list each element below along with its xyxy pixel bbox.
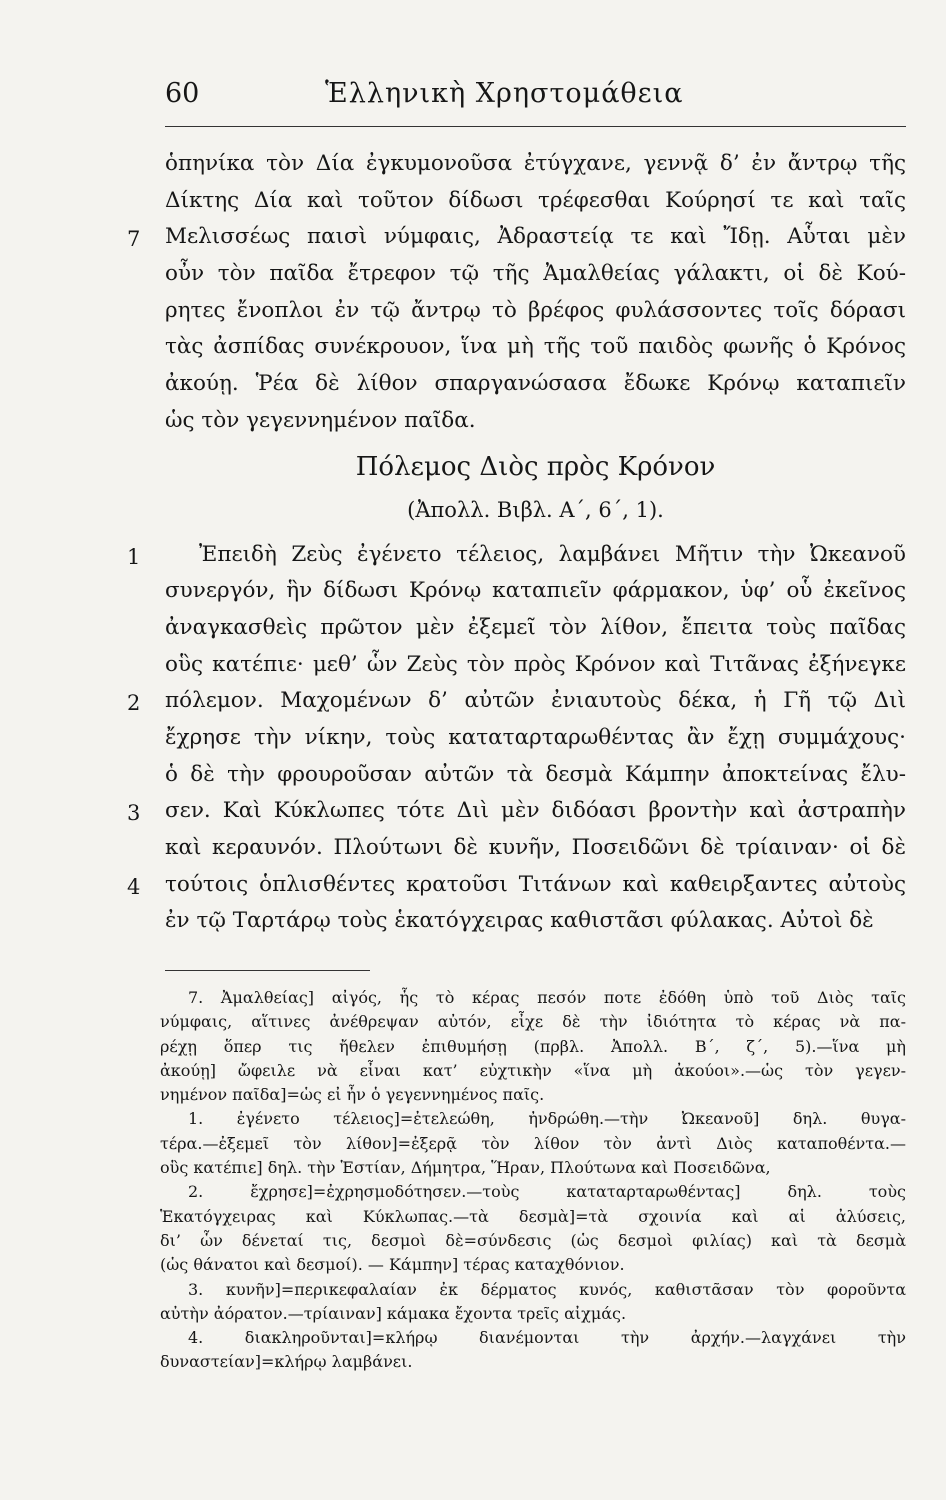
text-line [127,867,906,904]
line-text: Δίκτης Δία καὶ τοῦτον δίδωσι τρέφεσθαι Κούρησί τε καὶ ταῖς [165,187,906,213]
line-number: 2 [127,691,141,716]
section-title: Πόλεμος Διὸς πρὸς Κρόνον [355,451,716,482]
line-text: ἐν τῷ Ταρτάρῳ τοὺς ἑκατόγχειρας καθιστᾶσι φύλακας. Αὐτοὶ δὲ [165,908,874,934]
footnote-line: αὐτὴν ἀόρατον.—τρίαιναν] κάμακα ἔχοντα τρεῖς αἰχμάς. [160,1303,627,1323]
line-text: οὖν τὸν παῖδα ἔτρεφον τῷ τῆς Ἀμαλθείας γάλακτι, οἱ δὲ Κού- [165,261,906,287]
footnote-line: ρέχῃ ὅπερ τις ἤθελεν ἐπιθυμήσῃ (πρβλ. Ἀπολλ. Β΄, ζ΄, 5).—ἵνα μὴ [160,1036,906,1056]
section-source: (Ἀπολλ. Βιβλ. Α΄, 6΄, 1). [407,497,664,522]
text-line [165,573,906,610]
running-header [165,78,906,118]
text-line [165,720,906,757]
line-text: τὰς ἀσπίδας συνέκρουον, ἵνα μὴ τῆς τοῦ παιδὸς φωνῆς ὁ Κρόνος [165,334,906,360]
text-line [165,183,906,220]
line-text: ρητες ἔνοπλοι ἐν τῷ ἄντρῳ τὸ βρέφος φυλάσσοντες τοῖς δόρασι [165,297,906,323]
text-line [127,683,906,720]
line-text: ὁπηνίκα τὸν Δία ἐγκυμονοῦσα ἐτύγχανε, γεννᾷ δ’ ἐν ἄντρῳ τῆς [165,151,906,176]
line-text: σεν. Καὶ Κύκλωπες τότε Διὶ μὲν διδόασι βροντὴν καὶ ἀστραπὴν [165,798,906,824]
text-line [165,830,906,867]
text-line [165,293,906,330]
text-line [165,903,906,940]
footnote-line: 3. κυνῆν]=περικεφαλαίαν ἐκ δέρματος κυνός, καθιστᾶσαν τὸν φοροῦντα [188,1279,906,1299]
page-number: 60 [165,78,200,109]
line-text: καὶ κεραυνόν. Πλούτωνι δὲ κυνῆν, Ποσειδῶνι δὲ τρίαιναν· οἱ δὲ [165,835,906,860]
line-text: τούτοις ὁπλισθέντες κρατοῦσι Τιτάνων καὶ καθειρξαντες αὐτοὺς [165,871,906,897]
footnote-line: 7. Ἀμαλθείας] αἰγός, ἧς τὸ κέρας πεσόν ποτε ἐδόθη ὑπὸ τοῦ Διὸς ταῖς [188,988,906,1007]
main-text [127,146,906,940]
line-number: 1 [127,544,141,569]
text-line [165,757,906,794]
footnote-line: ἀκούῃ] ὤφειλε νὰ εἶναι κατ’ εὐχτικὴν «ἵνα μὴ ἀκούοι».—ὡς τὸν γεγεν- [160,1060,906,1080]
line-number: 3 [127,801,141,826]
line-text: ἀκούῃ. Ῥέα δὲ λίθον σπαργανώσασα ἔδωκε Κρόνῳ καταπιεῖν [165,371,906,397]
footnote-line: δι’ ὧν δένεταί τις, δεσμοὶ δὲ=σύνδεσις (ὡς δεσμοὶ φιλίας) καὶ τὰ δεσμὰ [160,1230,906,1250]
line-text: ἀναγκασθεὶς πρῶτον μὲν ἐξεμεῖ τὸν λίθον, ἔπειτα τοὺς παῖδας [165,614,906,640]
footnotes [160,986,906,1375]
footnote-line: δυναστείαν]=κλήρῳ λαμβάνει. [160,1352,413,1372]
line-text: ὡς τὸν γεγεννημένον παῖδα. [165,407,476,433]
line-text: οὓς κατέπιε· μεθ’ ὧν Ζεὺς τὸν πρὸς Κρόνον καὶ Τιτᾶνας ἐξήνεγκε [165,651,906,677]
line-text: συνεργόν, ἣν δίδωσι Κρόνῳ καταπιεῖν φάρμακον, ὑφ’ οὗ ἐκεῖνος [165,578,906,604]
text-line [165,366,906,403]
line-text: Ἐπειδὴ Ζεὺς ἐγένετο τέλειος, λαμβάνει Μῆτιν τὴν Ὠκεανοῦ [199,541,906,567]
text-line [127,793,906,830]
footnote-line: 1. ἐγένετο τέλειος]=ἐτελεώθη, ἠνδρώθη.—τὴν Ὠκεανοῦ] δηλ. θυγα- [188,1109,906,1129]
line-number: 7 [127,227,141,252]
running-title: Ἑλληνικὴ Χρηστομάθεια [325,78,684,109]
footnote-line: Ἑκατόγχειρας καὶ Κύκλωπας.—τὰ δεσμὰ]=τὰ σχοινία καὶ αἱ ἀλύσεις, [160,1206,906,1226]
line-text: ἔχρησε τὴν νίκην, τοὺς καταταρταρωθέντας ἂν ἔχῃ συμμάχους· [165,724,906,750]
footnote-line: 2. ἔχρησε]=ἐχρησμοδότησεν.—τοὺς καταταρταρωθέντας] δηλ. τοὺς [188,1182,906,1202]
line-number: 4 [127,874,141,899]
text-line [165,329,906,366]
text-line [165,647,906,684]
text-line [165,403,906,440]
footnote-line: οὓς κατέπιε] δηλ. τὴν Ἑστίαν, Δήμητρα, Ἥραν, Πλούτωνα καὶ Ποσειδῶνα, [160,1158,771,1178]
footnote-line: (ὡς θάνατοι καὶ δεσμοί). — Κάμπην] τέρας καταχθόνιον. [160,1255,625,1275]
text-line [165,256,906,293]
line-text: ὁ δὲ τὴν φρουροῦσαν αὐτῶν τὰ δεσμὰ Κάμπην ἀποκτείνας ἔλυ- [165,761,906,787]
footnote-line: τέρα.—ἐξεμεῖ τὸν λίθον]=ἐξερᾷ τὸν λίθον τὸν ἀντὶ Διὸς καταποθέντα.— [160,1133,906,1153]
line-text: πόλεμον. Μαχομένων δ’ αὐτῶν ἐνιαυτοὺς δέκα, ἡ Γῆ τῷ Διὶ [165,688,906,714]
text-line [127,537,906,574]
footnote-line: νημένον παῖδα]=ὡς εἰ ἦν ὁ γεγεννημένος παῖς. [160,1085,545,1105]
text-block-2 [127,537,906,941]
text-line [127,219,906,256]
text-block-1 [127,146,906,440]
line-text: Μελισσέως παισὶ νύμφαις, Ἀδραστείᾳ τε καὶ Ἴδῃ. Αὗται μὲν [165,224,906,250]
header-rule [165,126,906,127]
footnote-rule [165,970,370,971]
text-line [165,610,906,647]
footnote-line: 4. διακληροῦνται]=κλήρῳ διανέμονται τὴν ἀρχήν.—λαγχάνει τὴν [188,1328,906,1348]
footnote-line: νύμφαις, αἵτινες ἀνέθρεψαν αὐτόν, εἶχε δὲ τὴν ἰδιότητα τὸ κέρας νὰ πα- [160,1012,906,1032]
text-line [165,146,906,183]
